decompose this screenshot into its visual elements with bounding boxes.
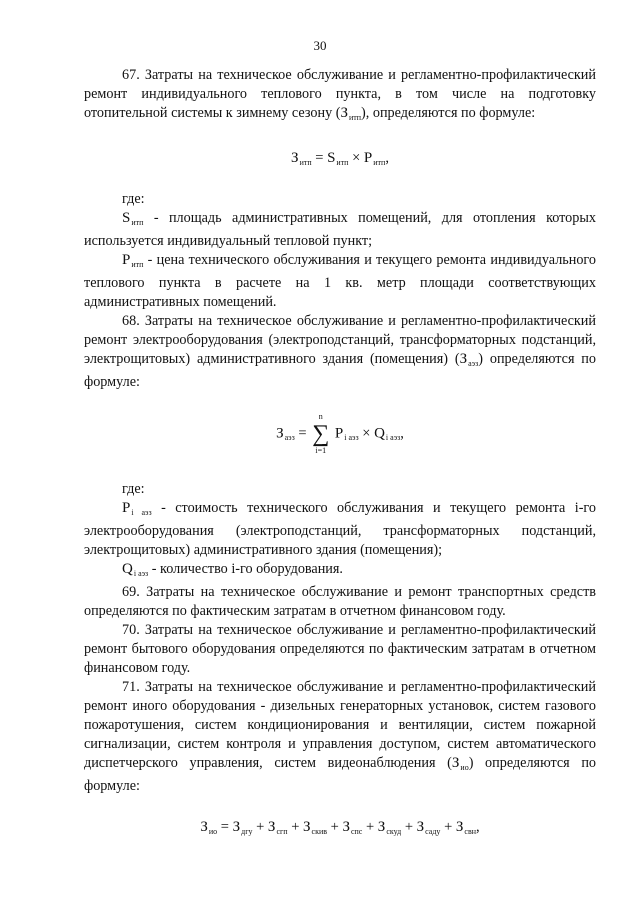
f3-term-5-sub: скуд [386, 827, 402, 836]
def4-subscript: i аэз [133, 569, 149, 578]
f3-term-4-sub: спс [350, 827, 363, 836]
p71-subscript: ио [460, 763, 469, 772]
p71-text-end: ) определяются по формуле: [84, 755, 597, 794]
p67-symbol: З [340, 105, 348, 121]
f3-term-3: З [303, 819, 311, 835]
f3-term-7: З [455, 819, 464, 835]
f3-term-3-sub: скив [311, 827, 328, 836]
f2-term-a: P [334, 425, 344, 442]
f3-comma: , [476, 819, 480, 835]
f3-plus-4: + [365, 819, 375, 835]
p67-subscript: итп [348, 113, 362, 122]
f3-term-1: З [232, 819, 241, 835]
sum-upper-limit: n [318, 412, 323, 421]
f3-term-2: З [267, 819, 276, 835]
f1-lhs-sub: итп [299, 158, 312, 167]
p67-text: 67. Затраты на техническое обслуживание и регламентно-профилактический ремонт индивидуального теплового пункта, в том числе на подготовку отопительной системы к зимнему сезону ( [84, 67, 596, 121]
sum-lower-limit: i=1 [315, 446, 327, 455]
summation [312, 412, 329, 456]
p67-text-end: ), определяются по формуле: [361, 105, 536, 121]
f1-equals: = [315, 150, 324, 166]
page-number: 30 [313, 38, 327, 53]
f1-term-b: P [363, 150, 373, 166]
def2-symbol: P [122, 252, 131, 268]
f2-term-b-sub: i аэз [385, 433, 401, 443]
definition-q-aez [84, 560, 596, 583]
f3-term-1-sub: дгу [241, 827, 253, 836]
def3-subscript: i аэз [131, 508, 152, 517]
f3-plus-2: + [291, 819, 300, 835]
def1-text: - площадь административных помещений, для отопления которых используется индивидуальный тепловой пункт; [84, 210, 596, 249]
p71-symbol: З [451, 755, 460, 771]
definition-s-itp [84, 209, 596, 251]
formula-aez [84, 412, 596, 456]
where-label-2: где: [122, 481, 145, 497]
paragraph-71 [84, 678, 596, 796]
f1-times: × [352, 150, 361, 166]
f3-lhs-sub: ио [208, 827, 218, 836]
f1-comma: , [385, 150, 389, 166]
f2-times: × [362, 425, 371, 442]
formula-io [84, 818, 596, 841]
def2-subscript: итп [131, 260, 144, 269]
paragraph-67 [84, 66, 596, 127]
def4-text: - количество i-го оборудования. [148, 561, 343, 577]
f3-lhs: З [200, 819, 208, 835]
f2-equals: = [298, 425, 307, 442]
definition-p-aez [84, 499, 596, 560]
def4-symbol: Q [122, 561, 133, 577]
def3-text: - стоимость технического обслуживания и текущего ремонта i-го электрооборудования (электроподстанций, трансформаторных подстанций, электрощитовых) административного здания (помещения); [84, 500, 596, 558]
f3-term-6: З [416, 819, 425, 835]
p71-text: 71. Затраты на техническое обслуживание и регламентно-профилактический ремонт иного оборудования - дизельных генераторных установок, систем газового пожаротушения, систем кондиционирования и вентиляции, систем пожарной сигнализации, систем контроля и управления доступом, систем автоматического диспетчерского управления, систем видеонаблюдения ( [84, 679, 596, 771]
f2-term-a-sub: i аэз [344, 433, 359, 443]
p68-text-end: ) определяются по формуле: [84, 351, 596, 390]
f3-plus-5: + [404, 819, 414, 835]
f2-term-b: Q [374, 425, 385, 442]
f3-plus-1: + [256, 819, 265, 835]
f3-term-2-sub: сгп [276, 827, 288, 836]
formula-itp [84, 149, 596, 172]
f3-equals: = [220, 819, 229, 835]
definition-p-itp [84, 251, 596, 312]
p68-subscript: аэз [468, 359, 479, 368]
def1-symbol: S [122, 210, 131, 226]
sum-sign: ∑ [312, 421, 330, 447]
def2-text: - цена технического обслуживания и текущего ремонта индивидуального теплового пункта в расчете на 1 кв. метр площади соответствующих административных помещений. [84, 252, 596, 310]
paragraph-69: 69. Затраты на техническое обслуживание и ремонт транспортных средств определяются по фактическим затратам в отчетном финансовом году. [84, 584, 596, 619]
f1-lhs: З [291, 150, 299, 166]
paragraph-70: 70. Затраты на техническое обслуживание и регламентно-профилактический ремонт бытового оборудования определяются по фактическим затратам в отчетном финансовом году. [84, 622, 596, 676]
f2-comma: , [400, 425, 404, 442]
paragraph-68 [84, 312, 596, 392]
f3-term-4: З [342, 819, 350, 835]
def3-symbol: P [122, 500, 131, 516]
f3-term-7-sub: свн [464, 827, 476, 836]
f1-term-a-sub: итп [336, 158, 349, 167]
def1-subscript: итп [131, 218, 144, 227]
where-label-1: где: [122, 191, 145, 207]
document-body [84, 66, 596, 841]
f3-term-6-sub: саду [425, 827, 441, 836]
p68-symbol: З [459, 351, 468, 367]
p68-text: 68. Затраты на техническое обслуживание и регламентно-профилактический ремонт электрооборудования (электроподстанций, трансформаторных подстанций, электрощитовых) административного здания (помещения) ( [84, 313, 596, 367]
f1-term-a: S [327, 150, 336, 166]
f2-lhs-sub: аэз [284, 433, 295, 443]
f3-term-5: З [377, 819, 386, 835]
f1-term-b-sub: итп [373, 158, 386, 167]
f3-plus-3: + [330, 819, 339, 835]
f3-plus-6: + [444, 819, 453, 835]
f2-lhs: З [276, 425, 284, 442]
